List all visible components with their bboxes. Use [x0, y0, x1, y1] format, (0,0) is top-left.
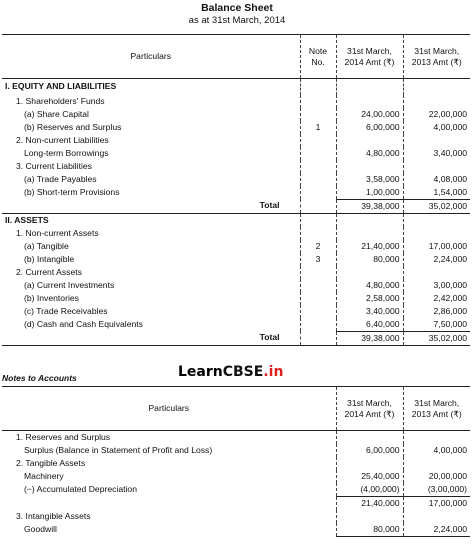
- particulars-cell: (b) Intangible: [24, 253, 75, 264]
- notes-header-particulars: Particulars: [148, 403, 190, 413]
- table-row: [2, 213, 470, 227]
- particulars-cell: (a) Trade Payables: [24, 173, 97, 184]
- amount-2014-cell: 25,40,000: [336, 470, 403, 483]
- table-row: [2, 147, 470, 160]
- page-title: Balance Sheet: [201, 2, 273, 14]
- table-row: [2, 318, 470, 332]
- table-row: [2, 305, 470, 318]
- amount-2014-cell: 6,00,000: [336, 121, 403, 134]
- table-row: [2, 266, 470, 279]
- table-row: [2, 227, 470, 240]
- amount-2014-cell: 21,40,000: [336, 497, 403, 511]
- amount-2013-cell: 2,24,000: [403, 523, 470, 537]
- amount-2013-cell: [403, 160, 470, 173]
- balance-sheet-table: [2, 34, 470, 346]
- amount-2014-cell: [336, 266, 403, 279]
- amount-2013-cell: 35,02,000: [403, 199, 470, 213]
- header-particulars: Particulars: [130, 51, 172, 61]
- amount-2013-cell: 4,00,000: [403, 444, 470, 457]
- note-cell: [300, 79, 336, 95]
- table-row: [2, 160, 470, 173]
- header-2014: 31st March, 2014 Amt (₹): [336, 35, 403, 79]
- amount-2013-cell: 35,02,000: [403, 331, 470, 345]
- table-row: [2, 292, 470, 305]
- table-row: [2, 173, 470, 186]
- amount-2014-cell: [336, 213, 403, 227]
- learncbse-logo: [178, 364, 283, 380]
- particulars-cell: [2, 497, 336, 511]
- amount-2013-cell: 1,54,000: [403, 186, 470, 200]
- amount-2013-cell: [403, 79, 470, 95]
- particulars-cell: Total: [259, 332, 280, 343]
- table-row: [2, 510, 470, 523]
- amount-2013-cell: 20,00,000: [403, 470, 470, 483]
- particulars-cell: (−) Accumulated Depreciation: [24, 484, 137, 495]
- table-row: [2, 199, 470, 213]
- note-cell: [300, 266, 336, 279]
- particulars-cell: Total: [259, 200, 280, 211]
- amount-2014-cell: (4,00,000): [336, 483, 403, 497]
- particulars-cell: (a) Current Investments: [24, 279, 115, 290]
- table-row: [2, 279, 470, 292]
- particulars-cell: (b) Reserves and Surplus: [24, 121, 122, 132]
- header-2013: 31st March, 2013 Amt (₹): [403, 35, 470, 79]
- note-cell: [300, 95, 336, 108]
- table-row: [2, 95, 470, 108]
- note-cell: [300, 160, 336, 173]
- amount-2014-cell: 80,000: [336, 523, 403, 537]
- note-cell: [300, 173, 336, 186]
- particulars-cell: Surplus (Balance in Statement of Profit and Loss): [24, 445, 213, 455]
- amount-2013-cell: 17,00,000: [403, 240, 470, 253]
- amount-2013-cell: 4,00,000: [403, 121, 470, 134]
- amount-2014-cell: 4,80,000: [336, 279, 403, 292]
- note-cell: [300, 213, 336, 227]
- amount-2014-cell: [336, 457, 403, 470]
- particulars-cell: 2. Non-current Liabilities: [16, 134, 109, 145]
- amount-2014-cell: 24,00,000: [336, 108, 403, 121]
- brand-learn: Learn: [178, 364, 223, 380]
- table-row: [2, 121, 470, 134]
- table-row: [2, 331, 470, 345]
- table-row: [2, 108, 470, 121]
- note-cell: [300, 318, 336, 332]
- amount-2014-cell: 3,58,000: [336, 173, 403, 186]
- amount-2013-cell: [403, 510, 470, 523]
- amount-2014-cell: [336, 160, 403, 173]
- note-cell: 1: [300, 121, 336, 134]
- particulars-cell: Goodwill: [24, 524, 57, 535]
- note-cell: [300, 147, 336, 160]
- table-row: [2, 497, 470, 511]
- notes-table: [2, 386, 470, 537]
- table-row: [2, 431, 470, 445]
- amount-2014-cell: 4,80,000: [336, 147, 403, 160]
- table-row: [2, 523, 470, 537]
- amount-2013-cell: 4,08,000: [403, 173, 470, 186]
- amount-2013-cell: (3,00,000): [403, 483, 470, 497]
- amount-2013-cell: [403, 95, 470, 108]
- particulars-cell: (b) Short-term Provisions: [24, 186, 120, 197]
- table-row: [2, 79, 470, 95]
- note-cell: [300, 331, 336, 345]
- amount-2014-cell: 6,00,000: [336, 444, 403, 457]
- particulars-cell: (a) Tangible: [24, 240, 69, 251]
- amount-2013-cell: [403, 134, 470, 147]
- amount-2013-cell: 22,00,000: [403, 108, 470, 121]
- amount-2013-cell: 2,42,000: [403, 292, 470, 305]
- table-row: [2, 457, 470, 470]
- note-cell: [300, 305, 336, 318]
- particulars-cell: Machinery: [24, 471, 64, 481]
- notes-header-2014: 31st March, 2014 Amt (₹): [336, 387, 403, 431]
- table-row: [2, 253, 470, 266]
- table-row: [2, 134, 470, 147]
- amount-2014-cell: [336, 95, 403, 108]
- table-row: [2, 444, 470, 457]
- particulars-cell: 3. Current Liabilities: [16, 160, 92, 171]
- particulars-cell: II. ASSETS: [5, 214, 49, 225]
- brand-domain: .in: [263, 364, 284, 380]
- particulars-cell: I. EQUITY AND LIABILITIES: [5, 81, 117, 92]
- particulars-cell: 2. Current Assets: [16, 266, 82, 277]
- amount-2014-cell: [336, 134, 403, 147]
- note-cell: [300, 292, 336, 305]
- particulars-cell: 3. Intangible Assets: [16, 511, 91, 521]
- amount-2014-cell: 39,38,000: [336, 331, 403, 345]
- amount-2013-cell: [403, 431, 470, 445]
- particulars-cell: (d) Cash and Cash Equivalents: [24, 318, 143, 329]
- particulars-cell: 1. Reserves and Surplus: [16, 432, 111, 442]
- note-cell: [300, 279, 336, 292]
- amount-2014-cell: 2,58,000: [336, 292, 403, 305]
- particulars-cell: 2. Tangible Assets: [16, 458, 86, 468]
- note-cell: [300, 186, 336, 200]
- amount-2014-cell: 6,40,000: [336, 318, 403, 332]
- amount-2014-cell: [336, 431, 403, 445]
- particulars-cell: (a) Share Capital: [24, 108, 89, 119]
- amount-2013-cell: 3,40,000: [403, 147, 470, 160]
- amount-2014-cell: [336, 510, 403, 523]
- amount-2013-cell: [403, 227, 470, 240]
- amount-2014-cell: 3,40,000: [336, 305, 403, 318]
- note-cell: 3: [300, 253, 336, 266]
- amount-2014-cell: 39,38,000: [336, 199, 403, 213]
- amount-2013-cell: 7,50,000: [403, 318, 470, 332]
- amount-2014-cell: 21,40,000: [336, 240, 403, 253]
- amount-2014-cell: 80,000: [336, 253, 403, 266]
- header-note-no: Note No.: [300, 35, 336, 79]
- amount-2014-cell: [336, 79, 403, 95]
- brand-cbse: CBSE: [222, 364, 264, 380]
- table-row: [2, 470, 470, 483]
- particulars-cell: Long-term Borrowings: [24, 147, 109, 158]
- amount-2013-cell: 2,86,000: [403, 305, 470, 318]
- particulars-cell: (b) Inventories: [24, 292, 79, 303]
- note-cell: [300, 108, 336, 121]
- notes-to-accounts-label: Notes to Accounts: [2, 373, 77, 383]
- notes-header-2013: 31st March, 2013 Amt (₹): [403, 387, 470, 431]
- amount-2013-cell: [403, 457, 470, 470]
- amount-2013-cell: 17,00,000: [403, 497, 470, 511]
- table-row: [2, 483, 470, 497]
- amount-2014-cell: [336, 227, 403, 240]
- table-row: [2, 240, 470, 253]
- table-row: [2, 186, 470, 200]
- amount-2014-cell: 1,00,000: [336, 186, 403, 200]
- page-subtitle: as at 31st March, 2014: [188, 15, 286, 26]
- amount-2013-cell: 2,24,000: [403, 253, 470, 266]
- particulars-cell: 1. Shareholders' Funds: [16, 95, 105, 106]
- note-cell: [300, 227, 336, 240]
- particulars-cell: 1. Non-current Assets: [16, 227, 99, 238]
- note-cell: [300, 199, 336, 213]
- note-cell: [300, 134, 336, 147]
- amount-2013-cell: 3,00,000: [403, 279, 470, 292]
- amount-2013-cell: [403, 213, 470, 227]
- note-cell: 2: [300, 240, 336, 253]
- amount-2013-cell: [403, 266, 470, 279]
- particulars-cell: (c) Trade Receivables: [24, 305, 108, 316]
